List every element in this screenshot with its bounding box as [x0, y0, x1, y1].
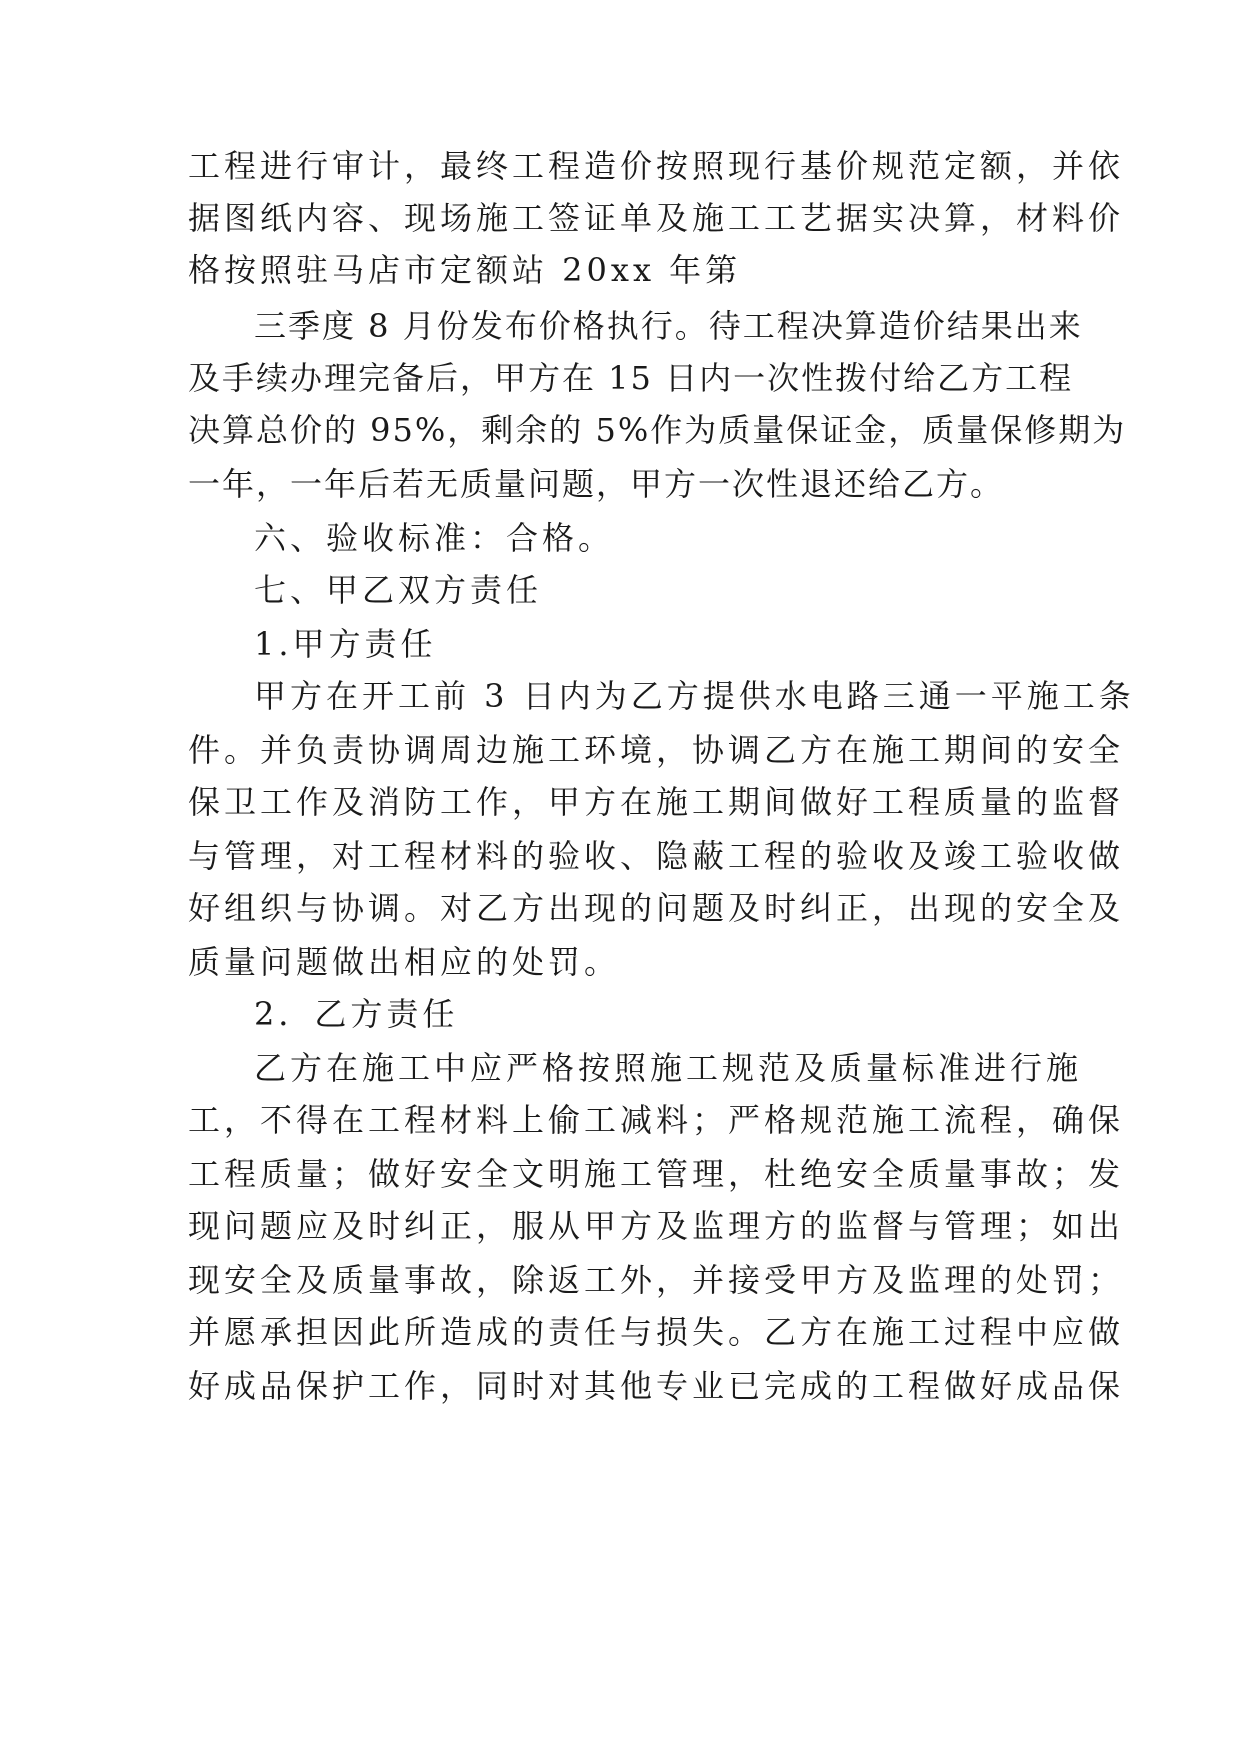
- text-line: 一年，一年后若无质量问题，甲方一次性退还给乙方。: [188, 465, 1005, 503]
- text-line: 乙方在施工中应严格按照施工规范及质量标准进行施: [254, 1049, 1083, 1087]
- text-line: 决算总价的 95%，剩余的 5%作为质量保证金，质量保修期为: [188, 411, 1127, 449]
- text-line: 工程质量；做好安全文明施工管理，杜绝安全质量事故；发: [188, 1155, 1125, 1193]
- text-line: 及手续办理完备后，甲方在 15 日内一次性拨付给乙方工程: [188, 359, 1074, 397]
- text-line: 工程进行审计，最终工程造价按照现行基价规范定额，并依: [188, 147, 1125, 185]
- text-line: 好组织与协调。对乙方出现的问题及时纠正，出现的安全及: [188, 889, 1125, 927]
- section-heading: 六、验收标准：合格。: [254, 519, 615, 557]
- text-line: 件。并负责协调周边施工环境，协调乙方在施工期间的安全: [188, 731, 1125, 769]
- text-line: 三季度 8 月份发布价格执行。待工程决算造价结果出来: [254, 307, 1083, 345]
- text-line: 据图纸内容、现场施工签证单及施工工艺据实决算，材料价: [188, 199, 1125, 237]
- section-heading: 七、甲乙双方责任: [254, 571, 543, 609]
- text-line: 好成品保护工作，同时对其他专业已完成的工程做好成品保: [188, 1367, 1125, 1405]
- text-line: 并愿承担因此所造成的责任与损失。乙方在施工过程中应做: [188, 1313, 1125, 1351]
- text-line: 与管理，对工程材料的验收、隐蔽工程的验收及竣工验收做: [188, 837, 1125, 875]
- text-line: 甲方在开工前 3 日内为乙方提供水电路三通一平施工条: [254, 677, 1135, 715]
- text-line: 保卫工作及消防工作，甲方在施工期间做好工程质量的监督: [188, 783, 1125, 821]
- text-line: 现问题应及时纠正，服从甲方及监理方的监督与管理；如出: [188, 1207, 1125, 1245]
- subsection-heading: 1.甲方责任: [254, 625, 437, 663]
- text-line: 格按照驻马店市定额站 20xx 年第: [188, 251, 742, 289]
- subsection-heading: 2．乙方责任: [254, 995, 459, 1033]
- text-line: 现安全及质量事故，除返工外，并接受甲方及监理的处罚；: [188, 1261, 1125, 1299]
- text-line: 质量问题做出相应的处罚。: [188, 943, 621, 981]
- text-line: 工，不得在工程材料上偷工减料；严格规范施工流程，确保: [188, 1101, 1125, 1139]
